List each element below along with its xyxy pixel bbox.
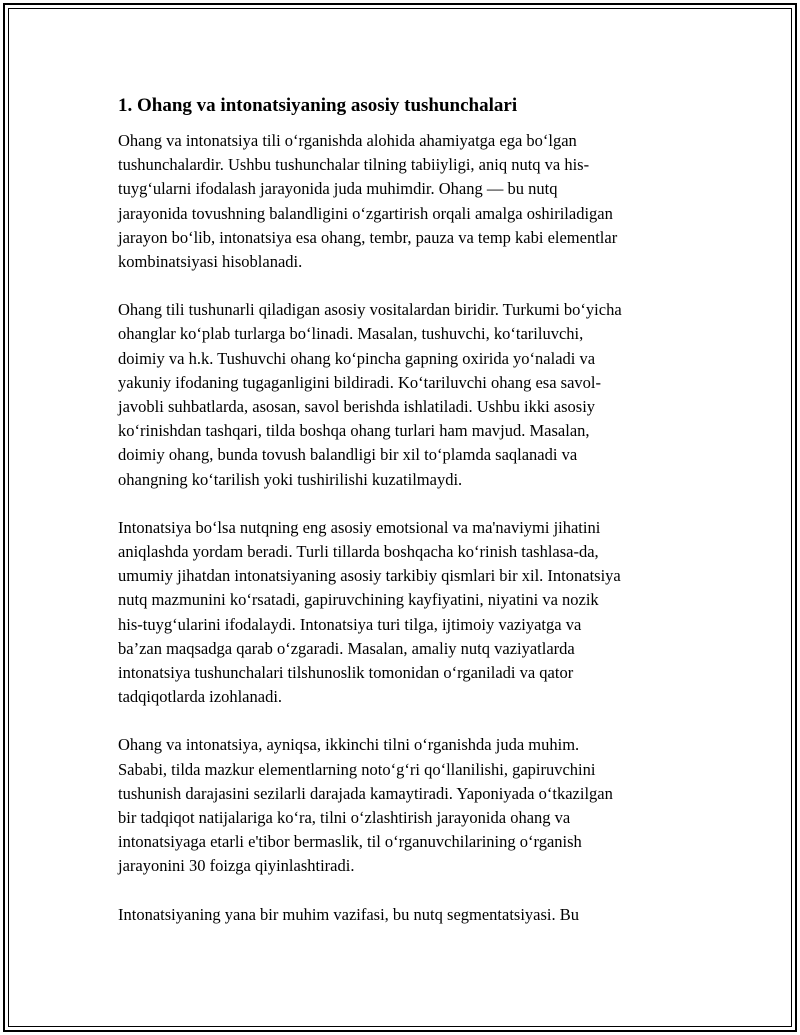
text-line: bir tadqiqot natijalariga ko‘ra, tilni o‘zlashtirish jarayonida ohang va [118,808,571,828]
text-line: kombinatsiyasi hisoblanadi. [118,252,303,272]
text-line: nutq mazmunini ko‘rsatadi, gapiruvchining kayfiyatini, niyatini va nozik [118,590,599,610]
text-line: tushunchalardir. Ushbu tushunchalar tilning tabiiyligi, aniq nutq va his- [118,155,590,175]
text-line: intonatsiya tushunchalari tilshunoslik tomonidan o‘rganiladi va qator [118,663,574,683]
paragraph-4 [118,733,688,878]
text-line: javobli suhbatlarda, asosan, savol berishda ishlatiladi. Ushbu ikki asosiy [118,397,596,417]
text-line: Ohang va intonatsiya, ayniqsa, ikkinchi tilni o‘rganishda juda muhim. [118,735,580,755]
text-line: tadqiqotlarda izohlanadi. [118,687,283,707]
text-line: jarayonida tovushning balandligini o‘zgartirish orqali amalga oshiriladigan [118,203,613,223]
text-line: tushunish darajasini sezilarli darajada kamaytiradi. Yaponiyada o‘tkazilgan [118,783,613,803]
text-line: umumiy jihatdan intonatsiyaning asosiy tarkibiy qismlari bir xil. Intonatsiya [118,566,621,586]
text-line: Intonatsiya bo‘lsa nutqning eng asosiy emotsional va ma'naviymi jihatini [118,517,601,537]
text-line: ohanglar ko‘plab turlarga bo‘linadi. Masalan, tushuvchi, ko‘tariluvchi, [118,324,584,344]
paragraph-3 [118,516,688,710]
text-line: doimiy ohang, bunda tovush balandligi bir xil to‘plamda saqlanadi va [118,445,578,465]
text-line: tuyg‘ularni ifodalash jarayonida juda muhimdir. Ohang — bu nutq [118,179,558,199]
text-line: ba’zan maqsadga qarab o‘zgaradi. Masalan, amaliy nutq vaziyatlarda [118,638,575,658]
text-line: his-tuyg‘ularini ifodalaydi. Intonatsiya turi tilga, ijtimoiy vaziyatga va [118,614,582,634]
text-line: intonatsiyaga etarli e'tibor bermaslik, til o‘rganuvchilarining o‘rganish [118,832,582,852]
paragraph-1 [118,129,688,274]
text-line: doimiy va h.k. Tushuvchi ohang ko‘pincha gapning oxirida yo‘naladi va [118,348,596,368]
text-line: aniqlashda yordam beradi. Turli tillarda boshqacha ko‘rinish tashlasa-da, [118,542,599,562]
text-line: Ohang tili tushunarli qiladigan asosiy vositalardan biridir. Turkumi bo‘yicha [118,300,622,320]
text-line: ohangning ko‘tarilish yoki tushirilishi kuzatilmaydi. [118,469,463,489]
document-body [118,93,688,951]
section-heading: 1. Ohang va intonatsiyaning asosiy tushunchalari [118,95,518,116]
text-line: Ohang va intonatsiya tili o‘rganishda alohida ahamiyatga ega bo‘lgan [118,131,577,150]
paragraph-2 [118,298,688,492]
text-line: yakuniy ifodaning tugaganligini bildiradi. Ko‘tariluvchi ohang esa savol- [118,372,601,392]
text-line: ko‘rinishdan tashqari, tilda boshqa ohang turlari ham mavjud. Masalan, [118,421,590,441]
text-line: jarayonini 30 foizga qiyinlashtiradi. [118,856,355,876]
text-line: Sababi, tilda mazkur elementlarning noto‘g‘ri qo‘llanilishi, gapiruvchini [118,759,596,779]
paragraph-5 [118,903,688,927]
text-line: Intonatsiyaning yana bir muhim vazifasi, bu nutq segmentatsiyasi. Bu [118,904,580,924]
text-line: jarayon bo‘lib, intonatsiya esa ohang, tembr, pauza va temp kabi elementlar [118,227,618,247]
